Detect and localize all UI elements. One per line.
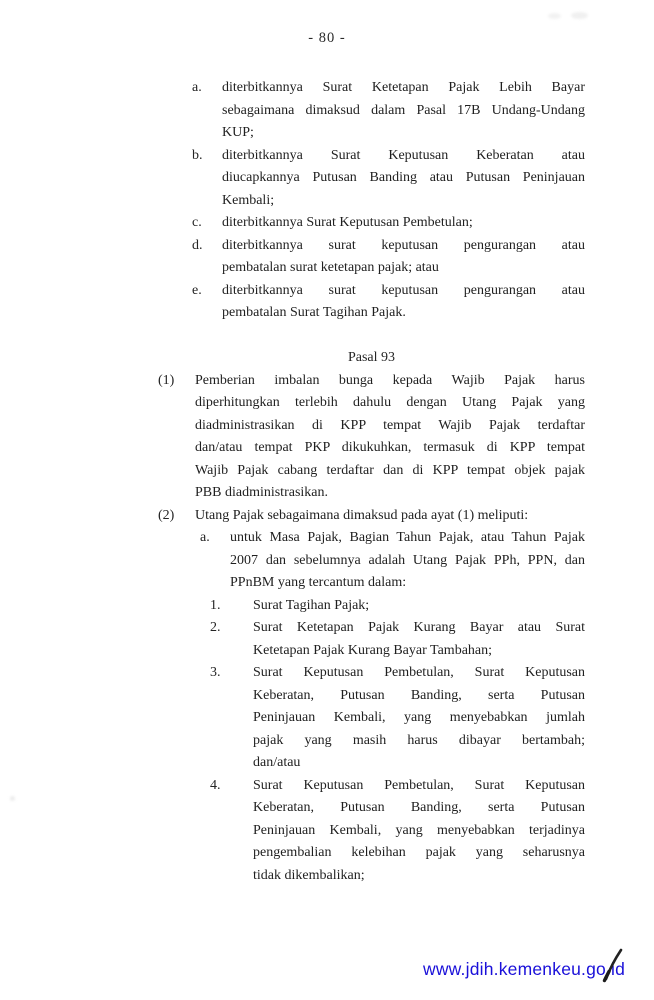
text-line: Keberatan, Putusan Banding, serta Putusan (253, 687, 585, 703)
list-item-marker: b. (192, 147, 203, 163)
list-item (210, 595, 654, 618)
list-item (210, 617, 654, 662)
list-item-marker: 2. (210, 620, 221, 635)
text-line: Surat Keputusan Pembetulan, Surat Keputusan (253, 777, 585, 793)
list-item-text (222, 235, 585, 280)
letter-list (0, 77, 654, 325)
list-item-text (222, 280, 585, 325)
article-heading: Pasal 93 (347, 350, 396, 365)
list-item-text (222, 145, 585, 213)
list-item-marker: (1) (158, 372, 175, 388)
text-line: dan/atau (253, 755, 301, 770)
document-body (0, 77, 654, 887)
list-item (158, 370, 654, 505)
text-line: pembatalan surat ketetapan pajak; atau (222, 260, 439, 275)
list-item (210, 775, 654, 888)
list-item (192, 145, 654, 213)
scan-smudge (548, 13, 561, 19)
text-line: PBB diadministrasikan. (195, 485, 328, 500)
list-item (210, 662, 654, 775)
list-item-text (253, 775, 585, 888)
text-line: pengembalian kelebihan pajak yang seharusnya (253, 845, 585, 860)
list-item (192, 280, 654, 325)
list-item-marker: a. (192, 80, 202, 95)
text-line: pajak yang masih harus dibayar bertambah; (253, 732, 585, 748)
text-line: Surat Tagihan Pajak; (253, 597, 370, 613)
text-line: Ketetapan Pajak Kurang Bayar Tambahan; (253, 642, 493, 658)
text-line: Peninjauan Kembali, yang menyebabkan jumlah (253, 710, 585, 725)
text-line: Wajib Pajak cabang terdaftar dan di KPP tempat objek pajak (195, 462, 585, 478)
list-item-marker: c. (192, 215, 202, 230)
text-line: Pemberian imbalan bunga kepada Wajib Pajak harus (195, 372, 585, 388)
list-item (200, 527, 654, 595)
text-line: diterbitkannya Surat Ketetapan Pajak Lebih Bayar (222, 80, 585, 95)
jdih-watermark-link[interactable]: www.jdih.kemenkeu.go.id (423, 959, 626, 979)
list-item-text (195, 505, 585, 528)
page-number: - 80 - (308, 30, 346, 46)
scan-smudge (571, 12, 588, 19)
list-item-marker: a. (200, 530, 210, 545)
list-item-marker: 3. (210, 665, 221, 680)
list-item-text (253, 662, 585, 775)
text-line: diucapkannya Putusan Banding atau Putusan Peninjauan (222, 170, 585, 185)
list-item-marker: 1. (210, 597, 221, 613)
list-item-marker: (2) (158, 507, 175, 523)
text-line: pembatalan Surat Tagihan Pajak. (222, 305, 406, 320)
list-item-text (253, 595, 585, 618)
list-item-marker: 4. (210, 777, 221, 793)
text-line: sebagaimana dimaksud dalam Pasal 17B Undang-Undang (222, 102, 585, 118)
text-line: diperhitungkan terlebih dahulu dengan Utang Pajak yang (195, 395, 585, 410)
text-line: KUP; (222, 125, 254, 140)
verse-list (0, 370, 654, 888)
list-item-text (222, 212, 585, 235)
list-item-text (195, 370, 585, 505)
text-line: Utang Pajak sebagaimana dimaksud pada ayat (1) meliputi: (195, 507, 529, 523)
list-item (192, 235, 654, 280)
text-line: Keberatan, Putusan Banding, serta Putusan (253, 800, 585, 815)
text-line: diadministrasikan di KPP tempat Wajib Pajak terdaftar (195, 417, 585, 433)
text-line: Kembali; (222, 192, 275, 208)
list-item (158, 505, 654, 528)
list-item-marker: d. (192, 237, 203, 253)
text-line: 2007 dan sebelumnya adalah Utang Pajak PPh, PPN, dan (230, 552, 585, 568)
text-line: Surat Keputusan Pembetulan, Surat Keputusan (253, 665, 585, 680)
text-line: diterbitkannya Surat Keputusan Keberatan atau (222, 147, 585, 163)
text-line: tidak dikembalikan; (253, 867, 365, 883)
text-line: Peninjauan Kembali, yang menyebabkan terjadinya (253, 822, 585, 838)
list-item-text (253, 617, 585, 662)
text-line: untuk Masa Pajak, Bagian Tahun Pajak, atau Tahun Pajak (230, 530, 585, 545)
text-line: diterbitkannya Surat Keputusan Pembetulan; (222, 215, 473, 230)
text-line: Surat Ketetapan Pajak Kurang Bayar atau Surat (253, 620, 585, 635)
list-item-marker: e. (192, 282, 202, 298)
text-line: diterbitkannya surat keputusan pengurangan atau (222, 237, 585, 253)
list-item (192, 212, 654, 235)
list-item-text (222, 77, 585, 145)
text-line: diterbitkannya surat keputusan pengurangan atau (222, 282, 585, 298)
list-item (192, 77, 654, 145)
text-line: dan/atau tempat PKP dikukuhkan, termasuk di KPP tempat (195, 440, 585, 455)
list-item-text (230, 527, 585, 595)
text-line: PPnBM yang tercantum dalam: (230, 575, 407, 590)
